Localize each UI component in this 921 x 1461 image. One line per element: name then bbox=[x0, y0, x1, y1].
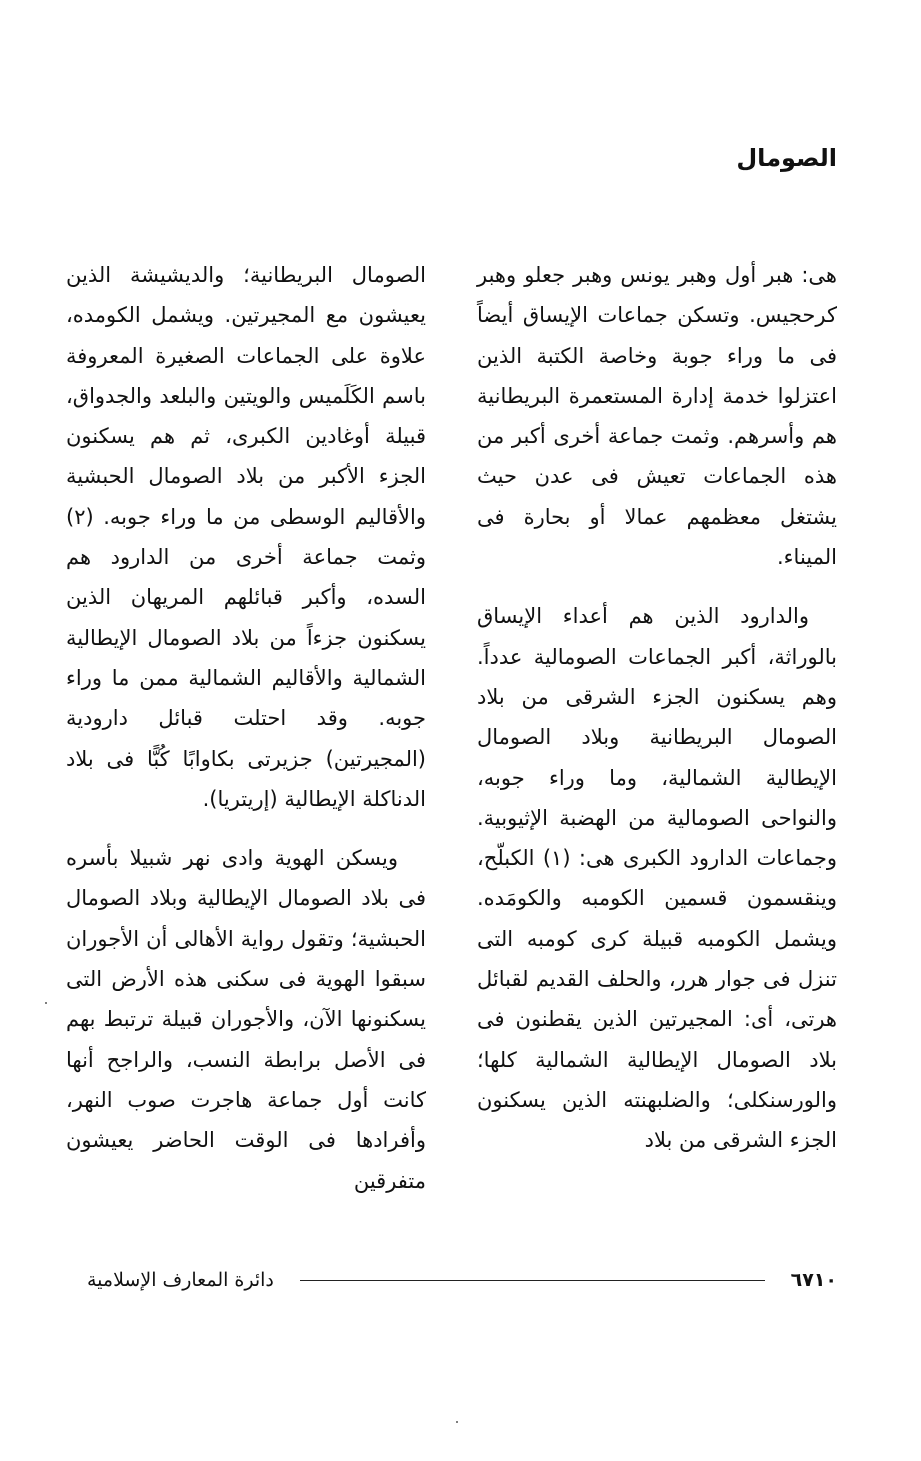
page-footer bbox=[87, 1265, 837, 1295]
running-header-title: الصومال bbox=[736, 144, 837, 172]
scan-speck bbox=[456, 1421, 458, 1423]
footer-rule bbox=[300, 1280, 765, 1281]
paragraph: الصومال البريطانية؛ والديشيشة الذين يعيشون مع المجيرتين. ويشمل الكومده، علاوة على الجماعات الصغيرة المعروفة باسم الكَلَميس والويتين والبلعد والجدواق، قبيلة أوغادين الكبرى، ثم هم يسكنون الجزء الأكبر من بلاد الصومال الحبشية والأقاليم الوسطى من ما وراء جوبه. (٢) وثمت جماعة أخرى من الدارود هم السده، وأكبر قبائلهم المريهان الذين يسكنون جزءاً من بلاد الصومال الإيطالية الشمالية والأقاليم الشمالية ممن ما وراء جوبه. وقد احتلت قبائل دارودية (المجيرتين) جزيرتى بكاوابًا كُبًّا فى بلاد الدناكلة الإيطالية (إريتريا). bbox=[66, 263, 426, 811]
footer-book-title: دائرة المعارف الإسلامية bbox=[87, 1269, 274, 1291]
scan-speck bbox=[45, 1002, 47, 1004]
text-column-right bbox=[477, 255, 837, 1161]
text-column-left bbox=[66, 255, 426, 1201]
page-number: ٦٧١٠ bbox=[790, 1269, 837, 1291]
paragraph: والدارود الذين هم أعداء الإيساق بالوراثة، أكبر الجماعات الصومالية عدداً. وهم يسكنون الجزء الشرقى من بلاد الصومال البريطانية وبلاد الصومال الإيطالية الشمالية، وما وراء جوبه، والنواحى الصومالية من الهضبة الإثيوبية. وجماعات الدارود الكبرى هى: (١) الكبلّح، وينقسمون قسمين الكومبه والكومَده. ويشمل الكومبه قبيلة كرى كومبه التى تنزل فى جوار هرر، والحلف القديم لقبائل هرتى، أى: المجيرتين الذين يقطنون فى بلاد الصومال الإيطالية الشمالية كلها؛ والورسنكلى؛ والضلبهنته الذين يسكنون الجزء الشرقى من بلاد bbox=[477, 604, 837, 1153]
paragraph: هى: هبر أول وهبر يونس وهبر جعلو وهبر كرحجيس. وتسكن جماعات الإيساق أيضاً فى ما وراء جوبة وخاصة الكتبة الذين اعتزلوا خدمة إدارة المستعمرة البريطانية هم وأسرهم. وثمت جماعة أخرى أكبر من هذه الجماعات تعيش فى عدن حيث يشتغل معظمهم عمالا أو بحارة فى الميناء. bbox=[477, 263, 837, 570]
paragraph: ويسكن الهوية وادى نهر شبيلا بأسره فى بلاد الصومال الإيطالية وبلاد الصومال الحبشية؛ وتقول رواية الأهالى أن الأجوران سبقوا الهوية فى سكنى هذه الأرض التى يسكنونها الآن، والأجوران قبيلة ترتبط بهم فى الأصل برابطة النسب، والراجح أنها كانت أول جماعة هاجرت صوب النهر، وأفرادها فى الوقت الحاضر يعيشون متفرقين bbox=[66, 846, 426, 1193]
